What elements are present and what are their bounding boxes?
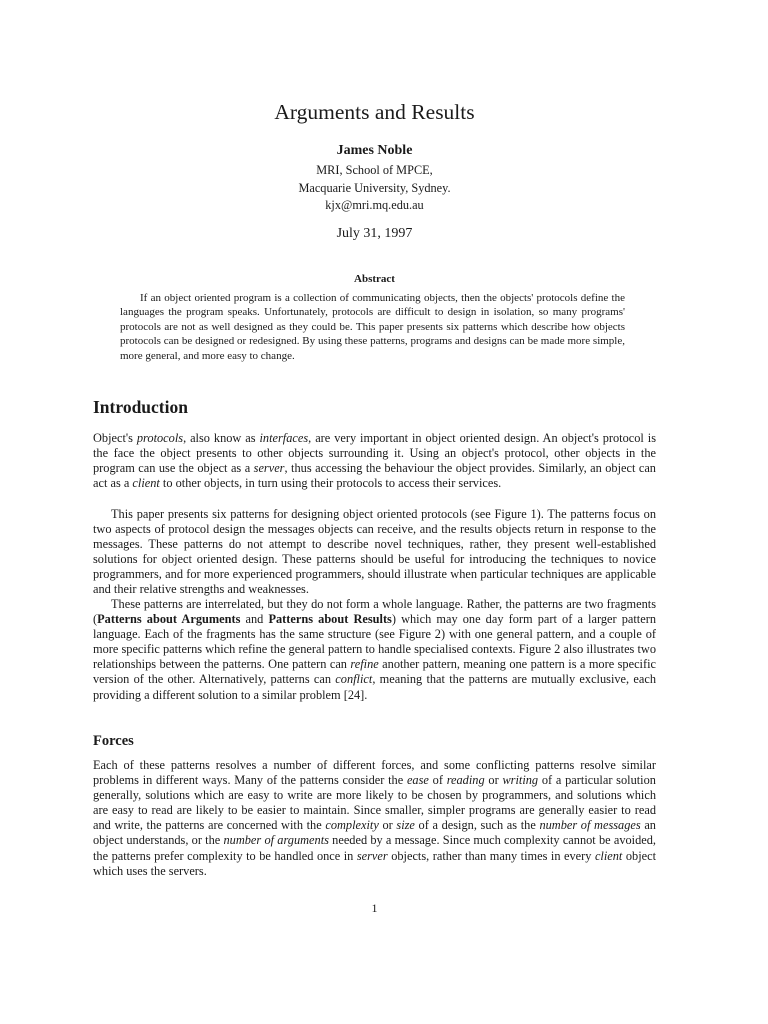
emphasis-text: writing <box>502 773 539 788</box>
abstract-heading: Abstract <box>354 273 395 285</box>
intro-paragraph-3: These patterns are interrelated, but they do not form a whole language. Rather, the patterns are two fragments (Patterns about Arguments and Patterns about Results) which may one day form part of a larger pattern language. Each of the fragments has the same structure (see Figure 2) with one general pattern, and a couple of more specific patterns which refine the general pattern to handle specialised contexts. Figure 2 also illustrates two relationships between the patterns. One pattern can refine another pattern, meaning one pattern is a more specific version of the other. Alternatively, patterns can conflict, meaning that the patterns are mutually exclusive, each providing a different solution to a similar problem [24]. <box>93 597 657 702</box>
forces-paragraph-1: Each of these patterns resolves a number of different forces, and some conflicting patterns resolve similar problems in different ways. Many of the patterns consider the ease of reading or writing of a particular solution generally, solutions which are easy to write are more likely to be chosen by programmers, and solutions which are easy to read are likely to be easier to maintain. Since smaller, simpler programs are generally easier to read and write, the patterns are concerned with the complexity or size of a design, such as the number of messages an object understands, or the number of arguments needed by a message. Since much complexity cannot be avoided, the patterns prefer complexity to be handled once in server objects, rather than many times in every client object which uses the servers. <box>93 758 657 878</box>
emphasis-text: complexity <box>325 818 379 833</box>
intro-paragraph-1: Object's protocols, also know as interfaces, are very important in object oriented design. An object's protocol is the face the object presents to other objects surrounding it. Using an object's protocol, other objects in the program can use the object as a server, thus accessing the behaviour the object provides. Similarly, an object can act as a client to other objects, in turn using their protocols to access their services. <box>93 431 656 491</box>
affiliation-line: MRI, School of MPCE, <box>316 163 433 177</box>
paper-title: Arguments and Results <box>274 100 475 124</box>
emphasis-text: reading <box>446 773 485 788</box>
emphasis-text: server <box>356 848 388 863</box>
emphasis-text: client <box>594 848 623 863</box>
emphasis-text: ease <box>406 773 429 788</box>
emphasis-text: size <box>396 818 415 833</box>
author-name: James Noble <box>336 143 413 158</box>
author-email: kjx@mri.mq.edu.au <box>325 198 424 212</box>
affiliation-line: Macquarie University, Sydney. <box>298 180 451 195</box>
intro-paragraph-2: This paper presents six patterns for designing object oriented protocols (see Figure 1). The patterns focus on two aspects of protocol design the messages objects can receive, and the results objects return in response to the messages. These patterns do not attempt to describe novel techniques, rather, they present well-established solutions for object oriented design. These patterns should be useful for introducing the techniques to novice programmers, and for more experienced programmers, should illustrate when particular techniques are applicable and their relative strengths and weaknesses. <box>93 507 656 597</box>
emphasis-text: number of arguments <box>223 833 329 848</box>
bold-text: Patterns about Arguments <box>97 612 241 627</box>
emphasis-text: refine <box>350 657 379 672</box>
emphasis-text: conflict <box>335 672 373 687</box>
author-affiliation <box>93 162 656 215</box>
section-heading-introduction: Introduction <box>93 397 188 417</box>
emphasis-text: server <box>253 461 285 476</box>
abstract-text: If an object oriented program is a collection of communicating objects, then the objects' protocols define the languages the program speaks. Unfortunately, protocols are difficult to design in isolation, so many programs' protocols are not as well designed as they could be. This paper presents six patterns which describe how objects protocols can be designed or redesigned. By using these patterns, programs and designs can be made more simple, more general, and more easy to change. <box>120 292 625 362</box>
emphasis-text: interfaces <box>259 431 309 445</box>
emphasis-text: number of messages <box>539 818 641 833</box>
paper-date: July 31, 1997 <box>336 226 413 241</box>
bold-text: Patterns about Results <box>268 612 392 627</box>
emphasis-text: client <box>132 476 160 491</box>
emphasis-text: protocols <box>136 431 184 445</box>
page-number: 1 <box>371 901 378 915</box>
subsection-heading-forces: Forces <box>93 733 134 749</box>
